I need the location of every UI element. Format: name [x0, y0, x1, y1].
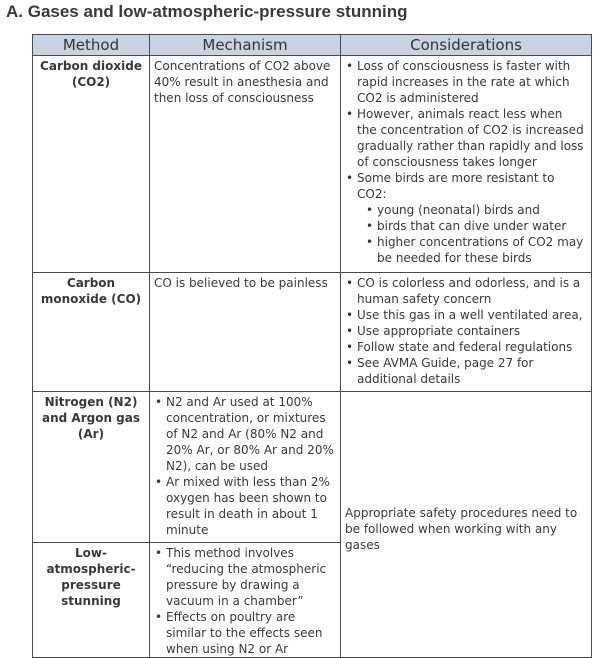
list-item: • Effects on poultry are similar to the effects seen when using N2 or Ar — [154, 609, 337, 657]
list-item: • N2 and Ar used at 100% concentration, or mixtures of N2 and Ar (80% N2 and 20% Ar, or 80% Ar and 20% N2), can be used — [154, 394, 337, 474]
table-row — [33, 56, 592, 273]
mechanism-cell: Concentrations of CO2 above 40% result in anesthesia and then loss of consciousness — [150, 56, 341, 273]
list-item: • Use appropriate containers — [345, 323, 585, 339]
sub-list-item: • young (neonatal) birds and — [365, 202, 585, 218]
considerations-list — [345, 275, 585, 387]
considerations-cell — [341, 56, 592, 273]
list-item: • See AVMA Guide, page 27 for additional details — [345, 355, 585, 387]
list-item-text: Some birds are more resistant to CO2: — [357, 171, 555, 201]
mechanism-cell — [150, 392, 341, 543]
considerations-header: Considerations — [341, 35, 592, 56]
header-row — [33, 35, 592, 56]
mechanism-cell — [150, 543, 341, 658]
section-heading: A. Gases and low-atmospheric-pressure stunning — [6, 2, 408, 21]
mechanism-list — [154, 394, 337, 538]
table-row — [33, 392, 592, 543]
list-item: • This method involves “reducing the atmospheric pressure by drawing a vacuum in a chamber” — [154, 545, 337, 609]
list-item: • CO is colorless and odorless, and is a human safety concern — [345, 275, 585, 307]
mechanism-list — [154, 545, 337, 657]
list-item: • However, animals react less when the concentration of CO2 is increased gradually rather than rapidly and loss of consciousness takes longer — [345, 106, 585, 170]
sub-list — [365, 202, 585, 266]
list-item: • Loss of consciousness is faster with rapid increases in the rate at which CO2 is administered — [345, 58, 585, 106]
stunning-methods-table — [32, 34, 592, 658]
considerations-cell — [341, 273, 592, 392]
method-cell: Carbon dioxide (CO2) — [33, 56, 150, 273]
mechanism-header: Mechanism — [150, 35, 341, 56]
list-item: • Ar mixed with less than 2% oxygen has been shown to result in death in about 1 minute — [154, 474, 337, 538]
table-row — [33, 273, 592, 392]
method-cell: Nitrogen (N2) and Argon gas (Ar) — [33, 392, 150, 543]
method-header: Method — [33, 35, 150, 56]
list-item — [345, 170, 585, 266]
sub-list-item: • birds that can dive under water — [365, 218, 585, 234]
list-item: • Use this gas in a well ventilated area, — [345, 307, 585, 323]
mechanism-cell: CO is believed to be painless — [150, 273, 341, 392]
considerations-list — [345, 58, 585, 266]
sub-list-item: • higher concentrations of CO2 may be needed for these birds — [365, 234, 585, 266]
list-item: • Follow state and federal regulations — [345, 339, 585, 355]
shared-considerations-cell: Appropriate safety procedures need to be followed when working with any gases — [341, 392, 592, 658]
method-cell: Carbon monoxide (CO) — [33, 273, 150, 392]
method-cell: Low-atmospheric-pressure stunning — [33, 543, 150, 658]
